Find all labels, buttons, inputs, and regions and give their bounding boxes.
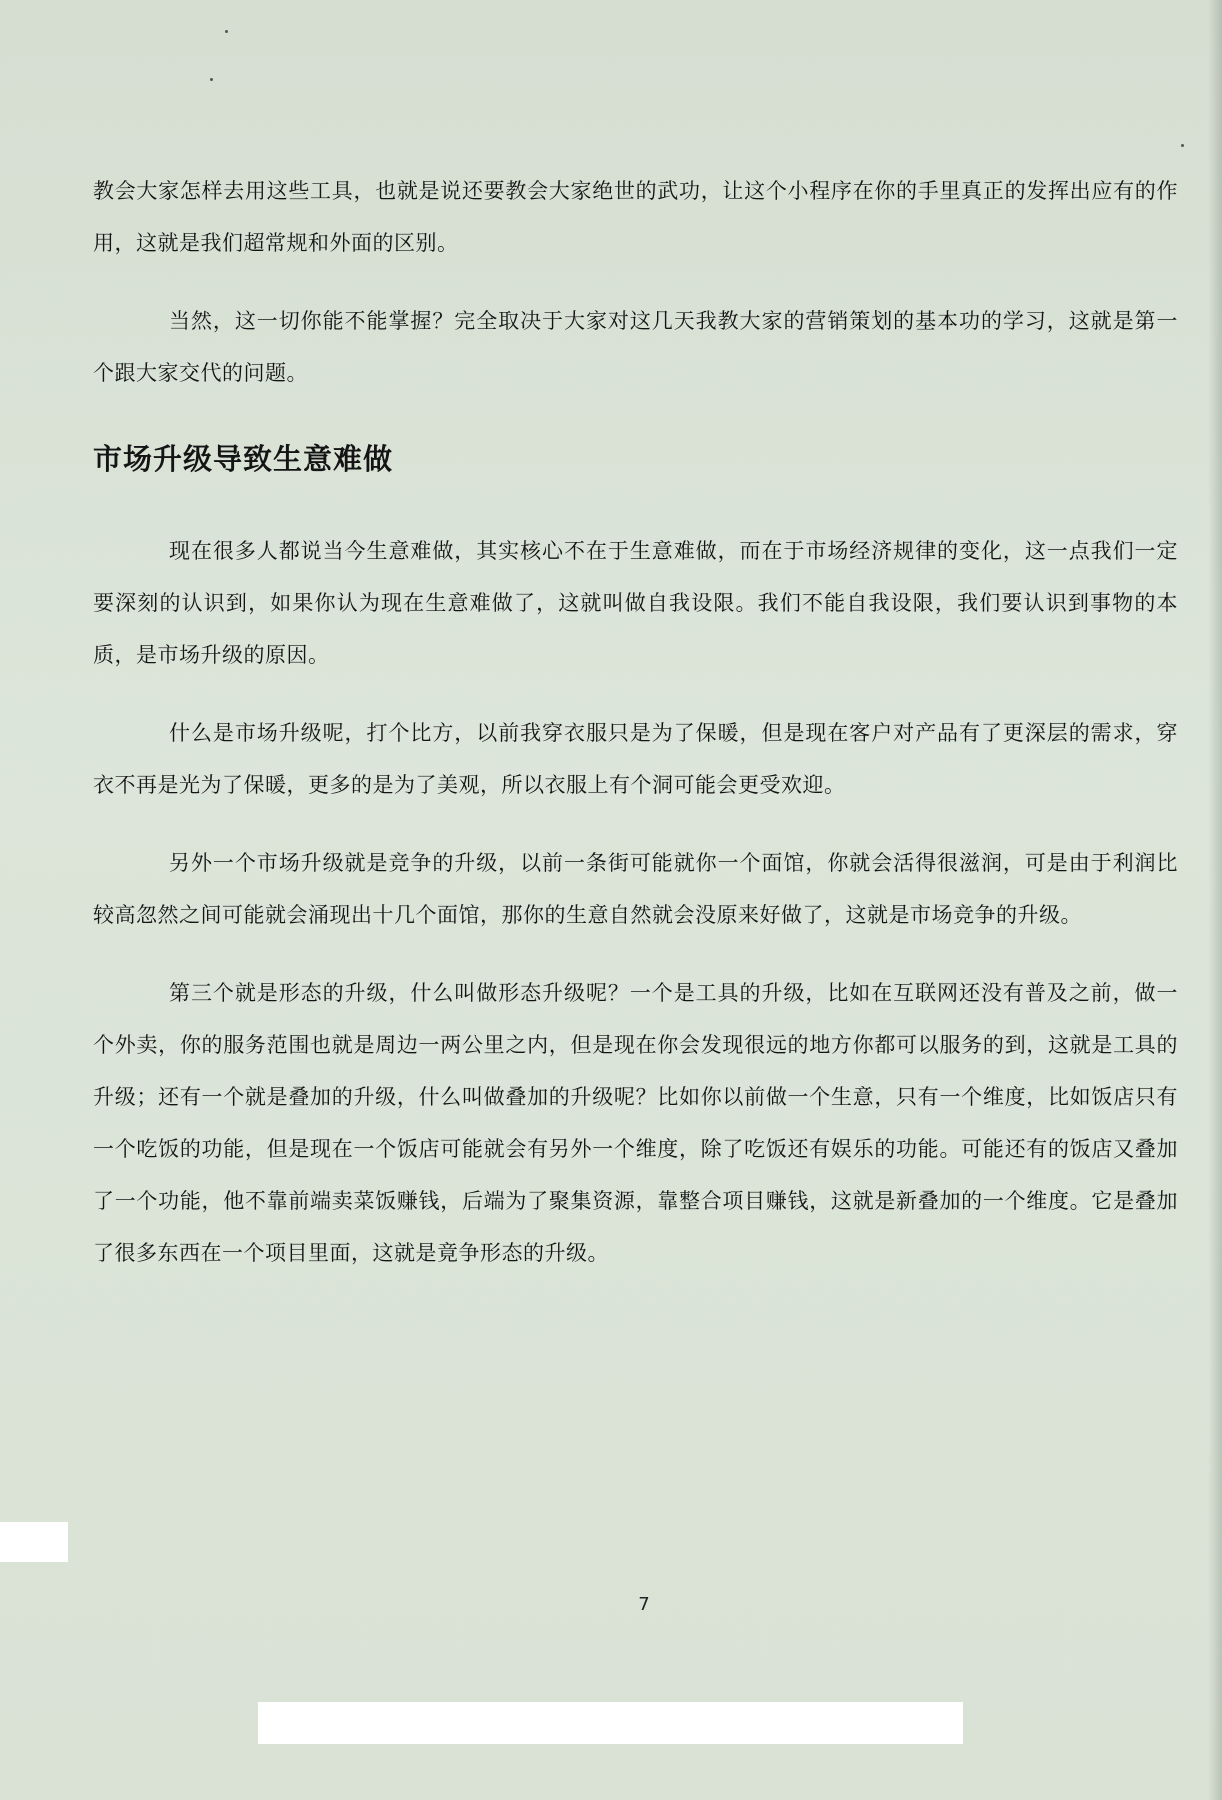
redaction-box [0, 1522, 68, 1562]
paragraph-continued: 教会大家怎样去用这些工具，也就是说还要教会大家绝世的武功，让这个小程序在你的手里真正的发挥出应有的作用，这就是我们超常规和外面的区别。 [93, 179, 1178, 255]
redaction-box [258, 1702, 963, 1744]
paragraph-market-upgrade: 什么是市场升级呢，打个比方，以前我穿衣服只是为了保暖，但是现在客户对产品有了更深层的需求，穿衣不再是光为了保暖，更多的是为了美观，所以衣服上有个洞可能会更受欢迎。 [93, 721, 1178, 797]
scan-speck [225, 30, 228, 33]
paragraph-competition-upgrade: 另外一个市场升级就是竞争的升级，以前一条街可能就你一个面馆，你就会活得很滋润，可是由于利润比较高忽然之间可能就会涌现出十几个面馆，那你的生意自然就会没原来好做了，这就是市场竞争的升级。 [93, 851, 1178, 927]
paragraph-mastery: 当然，这一切你能不能掌握？完全取决于大家对这几天我教大家的营销策划的基本功的学习，这就是第一个跟大家交代的问题。 [93, 309, 1178, 385]
scan-speck [1181, 144, 1184, 147]
paragraph-market-change: 现在很多人都说当今生意难做，其实核心不在于生意难做，而在于市场经济规律的变化，这一点我们一定要深刻的认识到，如果你认为现在生意难做了，这就叫做自我设限。我们不能自我设限，我们要认识到事物的本质，是市场升级的原因。 [93, 539, 1178, 667]
paragraph-form-upgrade: 第三个就是形态的升级，什么叫做形态升级呢？一个是工具的升级，比如在互联网还没有普及之前，做一个外卖，你的服务范围也就是周边一两公里之内，但是现在你会发现很远的地方你都可以服务的到，这就是工具的升级；还有一个就是叠加的升级，什么叫做叠加的升级呢？比如你以前做一个生意，只有一个维度，比如饭店只有一个吃饭的功能，但是现在一个饭店可能就会有另外一个维度，除了吃饭还有娱乐的功能。可能还有的饭店又叠加了一个功能，他不靠前端卖菜饭赚钱，后端为了聚集资源，靠整合项目赚钱，这就是新叠加的一个维度。它是叠加了很多东西在一个项目里面，这就是竟争形态的升级。 [93, 981, 1178, 1265]
document-body [93, 165, 1178, 1279]
section-heading: 市场升级导致生意难做 [93, 442, 394, 476]
page-number: 7 [638, 1594, 650, 1615]
page-edge-shadow [1208, 0, 1222, 1800]
scan-speck [210, 78, 213, 81]
